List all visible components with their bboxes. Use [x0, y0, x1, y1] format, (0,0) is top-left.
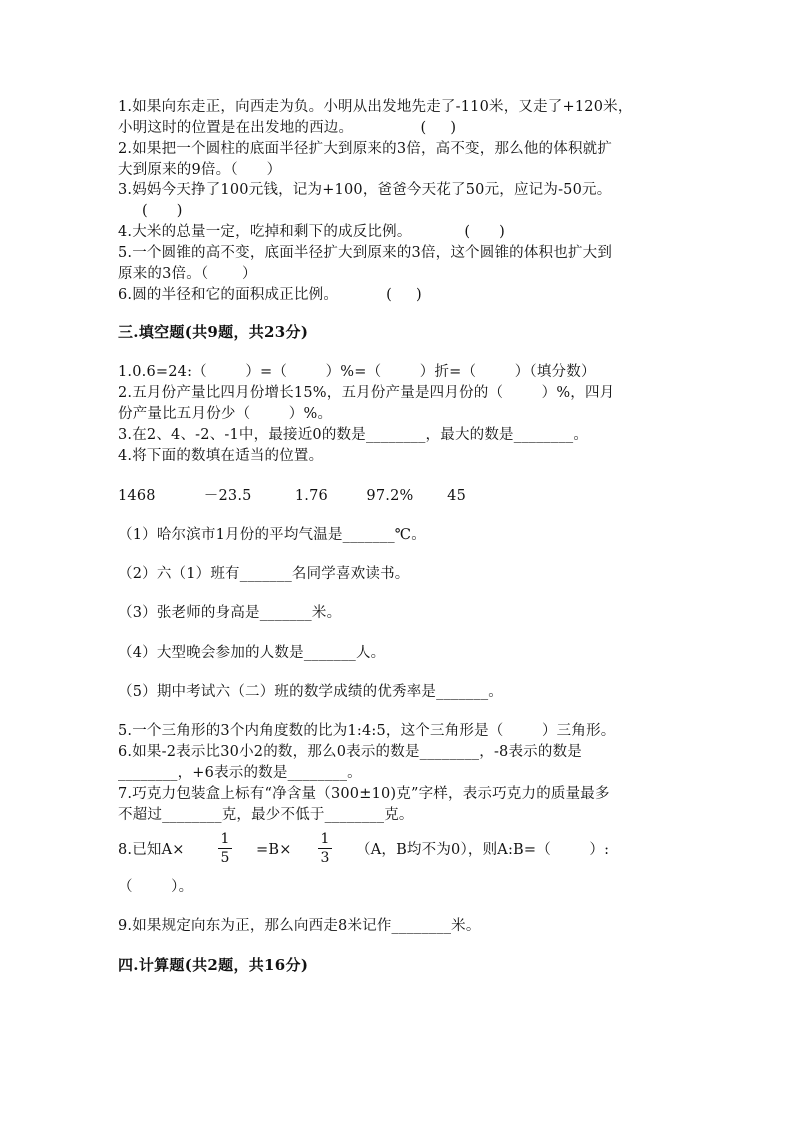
fill-q4: 4.将下面的数填在适当的位置。: [118, 448, 324, 464]
fill-q3: 3.在2、4、-2、-1中，最接近0的数是________，最大的数是________。: [118, 427, 589, 443]
judge-q2-line1: 2.如果把一个圆柱的底面半径扩大到原来的3倍，高不变，那么他的体积就扩: [118, 141, 613, 157]
judge-q3-line2: ( ): [118, 203, 183, 219]
judge-q3-line1: 3.妈妈今天挣了100元钱，记为+100，爸爸今天花了50元，应记为-50元。: [118, 182, 612, 198]
fill-q8-tail: （ ）。: [118, 879, 194, 895]
section-three-heading: 三.填空题(共9题，共23分): [118, 323, 309, 341]
fill-q4-item-4: （4）大型晚会参加的人数是_______人。: [118, 645, 386, 661]
judge-q2-line2: 大到原来的9倍。（ ）: [118, 162, 282, 178]
fill-q2-line2: 份产量比五月份少（ ）%。: [118, 406, 333, 422]
fill-q4-item-1: （1）哈尔滨市1月份的平均气温是_______℃。: [118, 527, 426, 543]
fill-q7-line2: 不超过________克，最少不低于________克。: [118, 807, 414, 823]
fill-q4-item-5: （5）期中考试六（二）班的数学成绩的优秀率是_______。: [118, 684, 503, 700]
fill-q9: 9.如果规定向东为正，那么向西走8米记作________米。: [118, 918, 481, 934]
judge-q1-line1: 1.如果向东走正，向西走为负。小明从出发地先走了-110米，又走了+120米，: [118, 99, 633, 115]
fill-q7-line1: 7.巧克力包装盒上标有“净含量（300±10)克”字样，表示巧克力的质量最多: [118, 786, 610, 802]
fill-q4-item-3: （3）张老师的身高是_______米。: [118, 605, 342, 621]
fill-q8-prefix: 8.已知A×: [118, 842, 185, 858]
fill-q8-suffix: （A，B均不为0），则A:B=（ ）:: [356, 842, 610, 858]
fill-q5: 5.一个三角形的3个内角度数的比为1:4:5，这个三角形是（ ）三角形。: [118, 723, 616, 739]
section-four-heading: 四.计算题(共2题，共16分): [118, 956, 309, 974]
judge-q5-line2: 原来的3倍。（ ）: [118, 266, 257, 282]
judge-q6: 6.圆的半径和它的面积成正比例。 ( ): [118, 287, 422, 303]
judge-q5-line1: 5.一个圆锥的高不变，底面半径扩大到原来的3倍，这个圆锥的体积也扩大到: [118, 245, 613, 261]
judge-q1-line2: 小明这时的位置是在出发地的西边。 ( ): [118, 120, 457, 136]
fill-q4-item-2: （2）六（1）班有_______名同学喜欢读书。: [118, 566, 410, 582]
fraction-1-denominator: 5: [220, 850, 230, 866]
fill-q1: 1.0.6=24:（ ）=（ ）%=（ ）折=（ ）（填分数）: [118, 364, 596, 380]
fraction-1-numerator: 1: [220, 831, 230, 847]
fill-q6-line2: ________，+6表示的数是________。: [118, 765, 362, 781]
fill-q8-fraction-2: [318, 831, 332, 866]
fill-q8-mid: =B×: [256, 842, 292, 858]
fraction-2-bar: [318, 848, 332, 849]
fraction-2-denominator: 3: [320, 850, 330, 866]
fraction-1-bar: [218, 848, 232, 849]
fill-q6-line1: 6.如果-2表示比30小2的数，那么0表示的数是________，-8表示的数是: [118, 744, 582, 760]
fill-q2-line1: 2.五月份产量比四月份增长15%，五月份产量是四月份的（ ）%，四月: [118, 385, 615, 401]
judge-q4: 4.大米的总量一定，吃掉和剩下的成反比例。 ( ): [118, 224, 506, 240]
fraction-2-numerator: 1: [320, 831, 330, 847]
fill-q4-numbers: 1468 －23.5 1.76 97.2% 45: [118, 488, 466, 504]
fill-q8-fraction-1: [218, 831, 232, 866]
